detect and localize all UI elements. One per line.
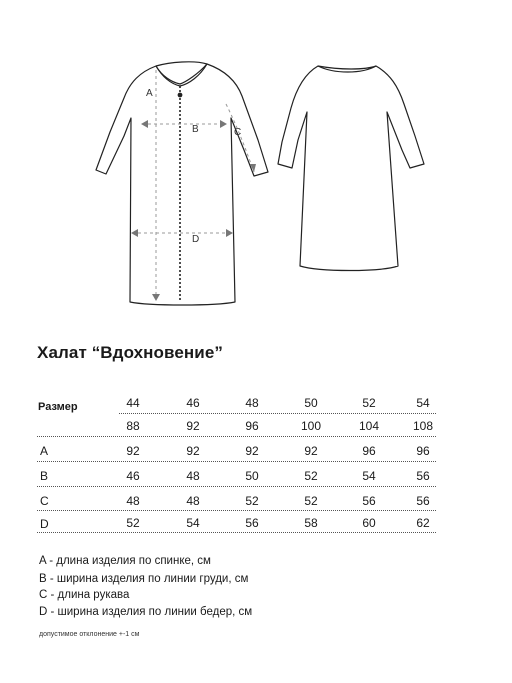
size-cell: 46 [186, 396, 200, 410]
table-cell: 54 [186, 516, 200, 530]
size-secondary-cell: 88 [126, 419, 140, 433]
row-label-a: A [40, 444, 49, 458]
table-cell: 46 [126, 469, 140, 483]
table-cell: 56 [245, 516, 259, 530]
table-cell: 60 [362, 516, 376, 530]
size-secondary-cell: 96 [245, 419, 259, 433]
size-cell: 44 [126, 396, 140, 410]
table-cell: 58 [304, 516, 318, 530]
tolerance-note: допустимое отклонение +-1 см [39, 631, 140, 638]
legend-item-c: C - длина рукава [39, 589, 130, 601]
row-label-c: C [40, 494, 49, 508]
table-cell: 54 [362, 469, 376, 483]
table-cell: 48 [186, 469, 200, 483]
table-cell: 50 [245, 469, 259, 483]
table-cell: 52 [304, 494, 318, 508]
table-divider [37, 510, 436, 511]
row-label-b: B [40, 469, 49, 483]
marker-a: A [146, 88, 153, 99]
size-secondary-cell: 100 [300, 419, 322, 433]
size-secondary-cell: 104 [358, 419, 380, 433]
row-label-d: D [40, 517, 49, 531]
table-cell: 96 [362, 444, 376, 458]
table-cell: 56 [416, 469, 430, 483]
table-cell: 92 [245, 444, 259, 458]
size-cell: 54 [416, 396, 430, 410]
table-cell: 56 [416, 494, 430, 508]
size-cell: 52 [362, 396, 376, 410]
size-header-label: Размер [38, 401, 78, 413]
table-divider [37, 461, 436, 462]
table-cell: 62 [416, 516, 430, 530]
measure-line-c [226, 104, 254, 172]
legend-item-a: A - длина изделия по спинке, см [39, 555, 211, 567]
table-cell: 52 [304, 469, 318, 483]
marker-b: B [192, 124, 199, 135]
front-view [96, 62, 268, 305]
table-cell: 48 [186, 494, 200, 508]
table-cell: 92 [126, 444, 140, 458]
size-secondary-cell: 92 [186, 419, 200, 433]
table-divider [37, 532, 436, 533]
table-cell: 92 [186, 444, 200, 458]
size-secondary-cell: 108 [412, 419, 434, 433]
legend-item-d: D - ширина изделия по линии бедер, см [39, 606, 253, 618]
marker-c: C [234, 127, 242, 138]
table-cell: 92 [304, 444, 318, 458]
table-divider [37, 486, 436, 487]
table-divider [119, 413, 436, 414]
table-cell: 52 [126, 516, 140, 530]
back-view [278, 66, 424, 271]
table-cell: 52 [245, 494, 259, 508]
table-cell: 48 [126, 494, 140, 508]
page-title: Халат “Вдохновение” [37, 343, 223, 362]
legend-item-b: B - ширина изделия по линии груди, см [39, 573, 249, 585]
table-cell: 56 [362, 494, 376, 508]
marker-d: D [192, 234, 200, 245]
size-cell: 50 [304, 396, 318, 410]
garment-sketch [0, 0, 512, 330]
table-divider [37, 436, 436, 437]
size-cell: 48 [245, 396, 259, 410]
table-cell: 96 [416, 444, 430, 458]
